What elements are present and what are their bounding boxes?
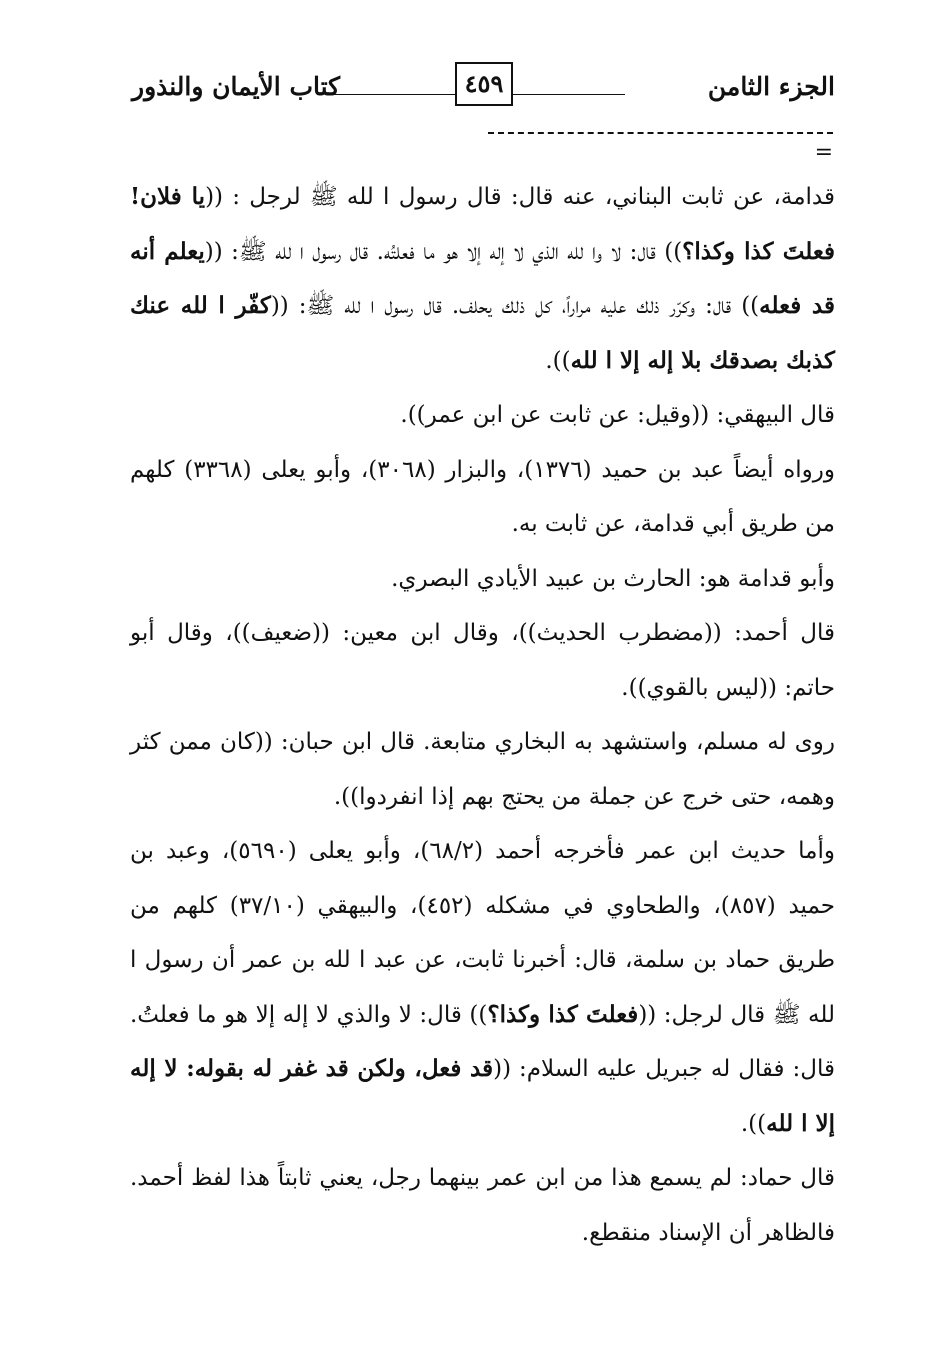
paragraph-text: )) قال: لا وا لله الذي لا إله إلا هو ما فعلتُه. قال رسول ا لله ﷺ: (( xyxy=(204,238,683,265)
page-number: ٤٥٩ xyxy=(455,62,513,106)
paragraph-text: قال البيهقي: ((وقيل: عن ثابت عن ابن عمر)). xyxy=(400,402,835,428)
paragraph xyxy=(130,552,835,607)
hadith-quote: كفّر ا لله عنك كذبك بصدقك بلا إله إلا ا لله xyxy=(130,292,835,374)
paragraph-text: ورواه أيضاً عبد بن حميد (١٣٧٦)، والبزار (٣٠٦٨)، وأبو يعلى (٣٣٦٨) كلهم من طريق أبي قدامة، عن ثابت به. xyxy=(130,456,836,537)
header-rule-left xyxy=(332,94,455,95)
paragraph-text: )). xyxy=(545,347,571,374)
hadith-quote: فعلتَ كذا وكذا؟ xyxy=(487,1000,639,1028)
header-rule-right xyxy=(513,94,625,95)
paragraph-text: )). xyxy=(740,1110,767,1137)
paragraph-text: )) قال: لا والذي لا إله إلا هو ما فعلتُ. قال: فقال له جبريل عليه السلام: (( xyxy=(130,1001,835,1082)
paragraph xyxy=(130,1151,835,1260)
paragraph xyxy=(130,388,835,443)
paragraph-text: وأبو قدامة هو: الحارث بن عبيد الأيادي البصري. xyxy=(391,565,835,592)
hadith-quote: قد فعل، ولكن قد غفر له بقوله: لا إله إلا ا لله xyxy=(130,1055,835,1137)
paragraph-text: قدامة، عن ثابت البناني، عنه قال: قال رسول ا لله ﷺ لرجل : (( xyxy=(205,184,835,210)
continuation-mark: = xyxy=(814,140,833,165)
paragraph xyxy=(130,606,835,715)
part-title: الجزء الثامن xyxy=(707,72,835,101)
hadith-quote: يعلم أنه قد فعله xyxy=(130,237,835,319)
paragraph-text: روى له مسلم، واستشهد به البخاري متابعة. قال ابن حبان: ((كان ممن كثر وهمه، حتى خرج عن جملة من يحتج بهم إذا انفردوا)). xyxy=(130,729,835,810)
continuation-separator xyxy=(488,132,833,134)
page-body xyxy=(130,170,835,1260)
book-title: كتاب الأيمان والنذور xyxy=(132,72,341,101)
paragraph-text: قال حماد: لم يسمع هذا من ابن عمر بينهما رجل، يعني ثابتاً هذا لفظ أحمد. فالظاهر أن الإسناد منقطع. xyxy=(130,1165,835,1246)
paragraph xyxy=(130,715,835,824)
hadith-quote: يا فلان! فعلتَ كذا وكذا؟ xyxy=(130,183,835,265)
paragraph-text: وأما حديث ابن عمر فأخرجه أحمد (٦٨/٢)، وأبو يعلى (٥٦٩٠)، وعبد بن حميد (٨٥٧)، والطحاوي في مشكله (٤٥٢)، والبيهقي (٣٧/١٠) كلهم من طريق حماد بن سلمة، قال: أخبرنا ثابت، عن عبد ا لله بن عمر أن رسول ا لله ﷺ قال لرجل: (( xyxy=(130,838,836,1028)
paragraph xyxy=(130,824,835,1151)
paragraph xyxy=(130,170,835,388)
paragraph-text: قال أحمد: ((مضطرب الحديث))، وقال ابن معين: ((ضعيف))، وقال أبو حاتم: ((ليس بالقوي)). xyxy=(130,620,835,701)
running-header xyxy=(120,62,835,118)
paragraph xyxy=(130,443,835,552)
paragraph-text: )) قال: وكرّر ذلك عليه مراراً، كل ذلك يحلف. قال رسول ا لله ﷺ: (( xyxy=(270,293,760,319)
